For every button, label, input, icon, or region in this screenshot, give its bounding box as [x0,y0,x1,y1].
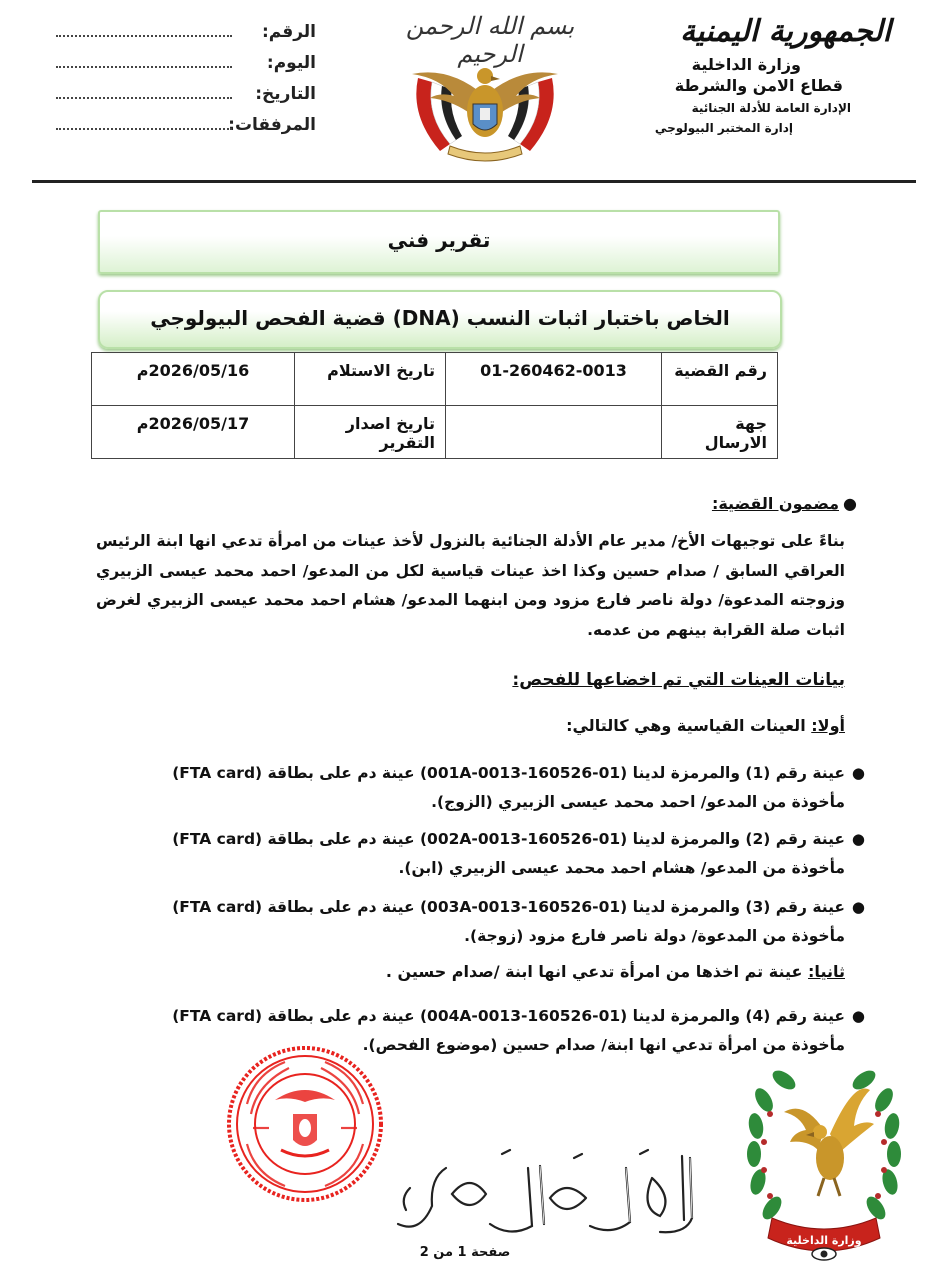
report-title: تقرير فني [387,228,491,252]
header-issuer-block [641,14,891,135]
sample-line-2: مأخوذة من المدعوة/ دولة ناصر فارع مزود (زوجة). [464,927,845,945]
sample-line-2: مأخوذة من المدعو/ احمد محمد عيسى الزبيري (الزوج). [431,793,845,811]
sender-value [446,406,662,459]
state-name: الجمهورية اليمنية [680,14,891,49]
sample-item-2 [126,825,865,883]
ministry-name: وزارة الداخلية [691,55,801,74]
day-label: اليوم: [266,53,316,73]
samples-heading-text: بيانات العينات التي تم اخضاعها للفحص: [512,670,845,690]
issue-date-value: 2026/05/17م [92,406,295,459]
first-text: العينات القياسية وهي كالتالي: [566,716,812,735]
case-title: قضية الفحص البيولوجي (DNA) الخاص باختبار اثبات النسب [150,306,730,330]
dotted-line [56,85,232,99]
department-name: الإدارة العامة للأدلة الجنائية [691,101,851,115]
second-text: عينة تم اخذها من امرأة تدعي انها ابنة /صدام حسين . [385,962,809,981]
emblem-ribbon-text: وزارة الداخلية [786,1234,862,1247]
attachments-field [56,115,316,146]
sector-name: قطاع الامن والشرطة [674,76,843,95]
sender-label: جهة الارسال [662,406,778,459]
sample-item-3 [126,893,865,951]
sample-line-1: عينة رقم (1) والمرمزة لدينا (01-160526-0013-001A) عينة دم على بطاقة (FTA card) [172,764,845,782]
official-red-stamp-icon [225,1044,385,1204]
reference-fields [56,22,316,146]
sample-line-1: عينة رقم (3) والمرمزة لدينا (01-160526-0013-003A) عينة دم على بطاقة (FTA card) [172,898,845,916]
received-date-label: تاريخ الاستلام [295,353,446,406]
first-group-heading [566,716,845,735]
second-group-heading [386,962,845,981]
sample-line-1: عينة رقم (2) والمرمزة لدينا (01-160526-0013-002A) عينة دم على بطاقة (FTA card) [172,830,845,848]
security-media-signature-icon [390,1138,720,1248]
header-divider [32,180,916,183]
received-date-value: 2026/05/16م [92,353,295,406]
case-info-table [91,352,778,459]
case-number-value: 01-260462-0013 [446,353,662,406]
attachments-label: المرفقات: [228,115,316,135]
day-field [56,53,316,84]
table-row [92,406,778,459]
dotted-line [56,23,232,37]
republic-eagle-emblem-icon [410,56,560,168]
sample-item-1 [126,759,865,817]
dotted-line [56,116,232,130]
issue-date-label: تاريخ اصدار التقرير [295,406,446,459]
table-row [92,353,778,406]
bullet-icon: ● [851,898,865,916]
first-label: أولا: [811,716,845,735]
bullet-icon: ● [851,830,865,848]
reference-number-field [56,22,316,53]
page-number: صفحة 1 من 2 [419,1245,511,1260]
second-label: ثانيا: [808,962,845,981]
report-title-box [98,210,780,274]
lab-name: إدارة المختبر البيولوجي [654,121,793,135]
date-label: التاريخ: [255,84,316,104]
case-content-heading: مضمون القضية: [711,494,839,513]
bullet-icon: ● [843,494,857,513]
sample-line-1: عينة رقم (4) والمرمزة لدينا (01-160526-0013-004A) عينة دم على بطاقة (FTA card) [172,1007,845,1025]
case-number-label: رقم القضية [662,353,778,406]
ministry-interior-emblem-icon [744,1060,904,1265]
dotted-line [56,54,232,68]
sample-line-2: مأخوذة من امرأة تدعي انها ابنة/ صدام حسين (موضوع الفحص). [362,1036,845,1054]
case-content-body: بناءً على توجيهات الأخ/ مدير عام الأدلة الجنائية بالنزول لأخذ عينات من امرأة تدعي انها ابنة الرئيس العراقي السابق / صدام حسين وكذا اخذ عينات قياسية لكل من المدعو/ احمد محمد عيسى الزبيري وزوجته المدعوة/ دولة ناصر فارع مزود ومن ابنهما المدعو/ هشام احمد محمد عيسى الزبيري لغرض اثبات صلة القرابة بينهم من عدمه. [96,532,845,639]
case-title-box [98,290,782,349]
samples-heading [512,670,845,690]
basmala: بسم الله الرحمن الرحيم [405,12,575,68]
bullet-icon: ● [851,1007,865,1025]
bullet-icon: ● [851,764,865,782]
reference-number-label: الرقم: [261,22,316,42]
sample-line-2: مأخوذة من المدعو/ هشام احمد محمد عيسى الزبيري (ابن). [398,859,845,877]
date-field [56,84,316,115]
case-content-heading-row [711,494,857,513]
